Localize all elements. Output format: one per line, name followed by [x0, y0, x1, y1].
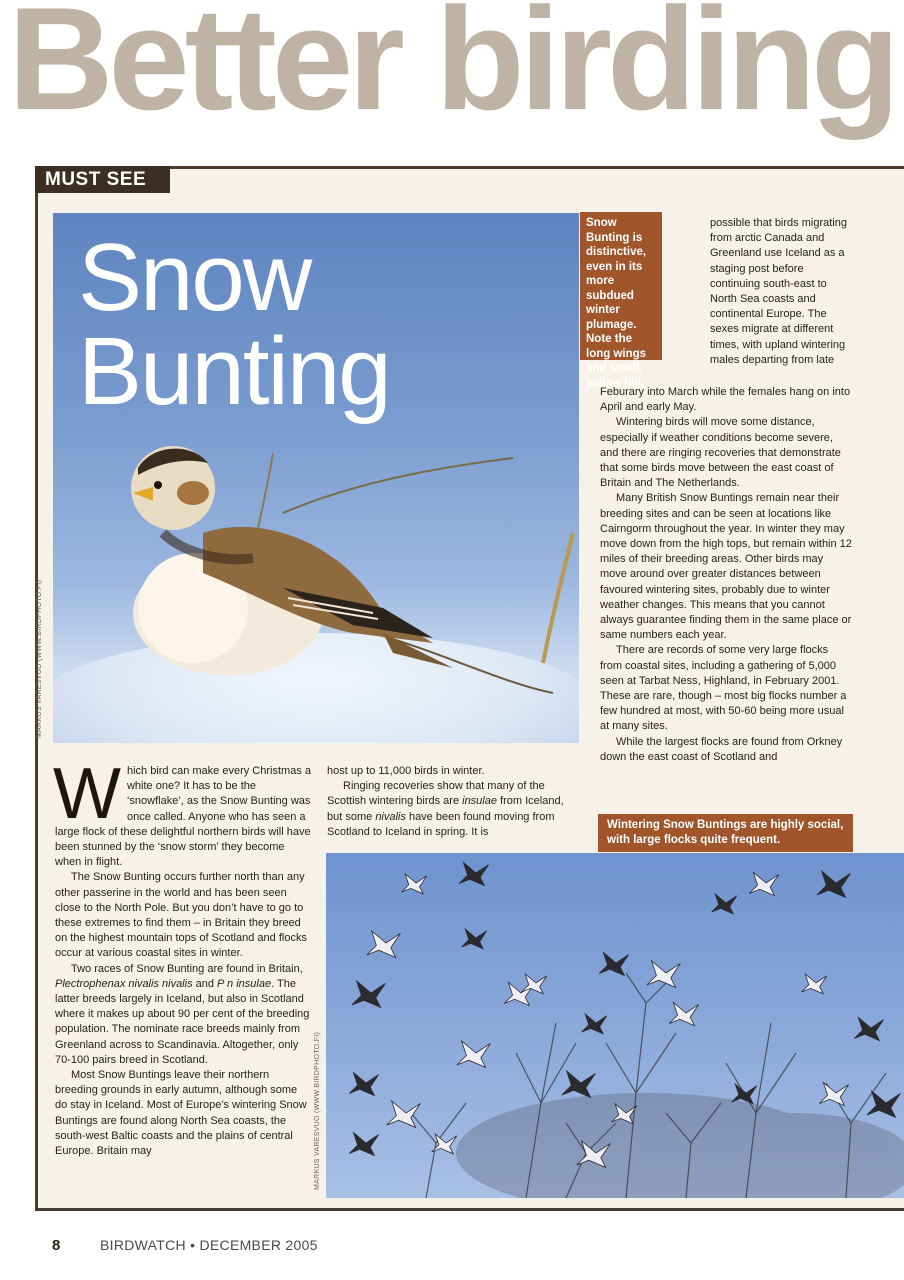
- paragraph: Feburary into March while the females hang on into April and early May.: [600, 386, 851, 414]
- flying-bird-icon: [819, 1083, 848, 1106]
- masthead-title: Better birding: [8, 0, 896, 140]
- paragraph: Many British Snow Buntings remain near their breeding sites and can be seen at locations like Cairngorm throughout the year. In winter they may move down from the high tops, but remain within 12 miles of their breeding areas. Other birds may move around over greater distances between favoured wintering sites, probably due to winter weather changes. This means that you cannot always guarantee finding them in the same place or same numbers each year.: [600, 492, 852, 642]
- flying-bird-icon: [562, 1071, 596, 1097]
- paragraph: Most Snow Buntings leave their northern breeding grounds in early autumn, although some do stay in Iceland. Most of Europe’s wintering Snow Buntings are found along North Sea coasts, the south-west Baltic coasts and the plains of central Europe. Britain may: [55, 1069, 307, 1158]
- paragraph: host up to 11,000 birds in winter.: [327, 765, 485, 777]
- paragraph: Wintering birds will move some distance, especially if weather conditions become severe, and there are ringing recoveries that demonstrate that some birds move between the east coast of Britain and The Netherlands.: [600, 416, 841, 490]
- hero-photo: [53, 213, 579, 743]
- column-two: [327, 764, 581, 840]
- flying-bird-icon: [349, 1133, 378, 1156]
- paragraph: Two races of Snow Bunting are found in Britain, Plectrophenax nivalis nivalis and P n insulae. The latter breeds largely in Iceland, but also in Scotland where it makes up about 90 per cent of the breeding population. The nominate race breeds mainly from Greenland across to Scandinavia. Altogether, only 70-100 pairs breed in Scotland.: [55, 962, 310, 1066]
- flying-bird-icon: [367, 931, 401, 957]
- flying-bird-icon: [352, 981, 386, 1007]
- flying-bird-icon: [749, 873, 778, 896]
- flying-bird-icon: [387, 1101, 421, 1127]
- flying-bird-icon: [599, 953, 628, 976]
- flying-bird-icon: [712, 894, 737, 914]
- flying-bird-icon: [802, 974, 827, 994]
- flying-bird-icon: [817, 871, 851, 897]
- flying-bird-icon: [462, 929, 487, 949]
- publication-footer: BIRDWATCH • DECEMBER 2005: [100, 1237, 318, 1253]
- flying-bird-icon: [854, 1018, 883, 1041]
- flying-bird-icon: [732, 1084, 757, 1104]
- column-three: [600, 385, 853, 765]
- flying-bird-icon: [459, 863, 488, 886]
- flying-bird-icon: [669, 1003, 698, 1026]
- section-label: MUST SEE: [35, 166, 170, 193]
- paragraph: The Snow Bunting occurs further north than any other passerine in the world and has been seen close to the North Pole. But you don’t have to go to these extremes to find them – in Britain they breed on the highest mountain tops of Scotland and flocks occur at various coastal sites in winter.: [55, 871, 307, 960]
- flock-photo-credit: MARKUS VARESVUO (WWW.BIRDPHOTO.FI): [314, 1031, 321, 1190]
- flying-bird-icon: [349, 1073, 378, 1096]
- flying-bird-icon: [582, 1014, 607, 1034]
- hero-title-line1: Snow: [78, 224, 311, 331]
- flying-bird-icon: [522, 974, 547, 994]
- flock-photo: [326, 853, 904, 1198]
- flying-bird-icon: [402, 874, 427, 894]
- caption-flocks: Wintering Snow Buntings are highly social, with large flocks quite frequent.: [598, 814, 853, 852]
- flock-illustration: [326, 853, 904, 1198]
- paragraph: hich bird can make every Christmas a white one? It has to be the ‘snowflake’, as the Snow Bunting was once called. Anyone who has seen a large flock of these delightful northern birds will have been stunned by the ‘snow storm’ they become when in flight.: [55, 765, 311, 869]
- flying-bird-icon: [647, 961, 681, 987]
- hero-photo-credit: MARKUS VARESVUO (WWW.BIRDPHOTO.FI): [36, 579, 43, 738]
- paragraph: Ringing recoveries show that many of the Scottish wintering birds are insulae from Iceland, but some nivalis have been found moving from Scotland to Iceland in spring. It is: [327, 780, 564, 838]
- drop-cap: W: [53, 754, 121, 834]
- flying-bird-icon: [457, 1041, 491, 1067]
- column-one: [53, 754, 311, 1159]
- hero-title: [78, 224, 390, 425]
- page-number: 8: [52, 1237, 61, 1254]
- paragraph: While the largest flocks are found from Orkney down the east coast of Scotland and: [600, 735, 843, 763]
- flying-bird-icon: [867, 1091, 901, 1117]
- caption-distinctive: Snow Bunting is distinctive, even in its more subdued winter plumage. Note the long wings and small, yellow bill.: [580, 212, 662, 360]
- paragraph: There are records of some very large flocks from coastal sites, including a gathering of 5,000 seen at Tarbat Ness, Highland, in February 2001. These are rare, though – most big flocks number a few hundred at most, with 50-60 being more usual at many sites.: [600, 644, 847, 733]
- column-three-wrap: possible that birds migrating from arctic Canada and Greenland use Iceland as a staging post before continuing south-east to North Sea coasts and continental Europe. The sexes migrate at different times, with upland wintering males departing from late: [710, 217, 847, 366]
- hero-title-line2: Bunting: [78, 318, 390, 425]
